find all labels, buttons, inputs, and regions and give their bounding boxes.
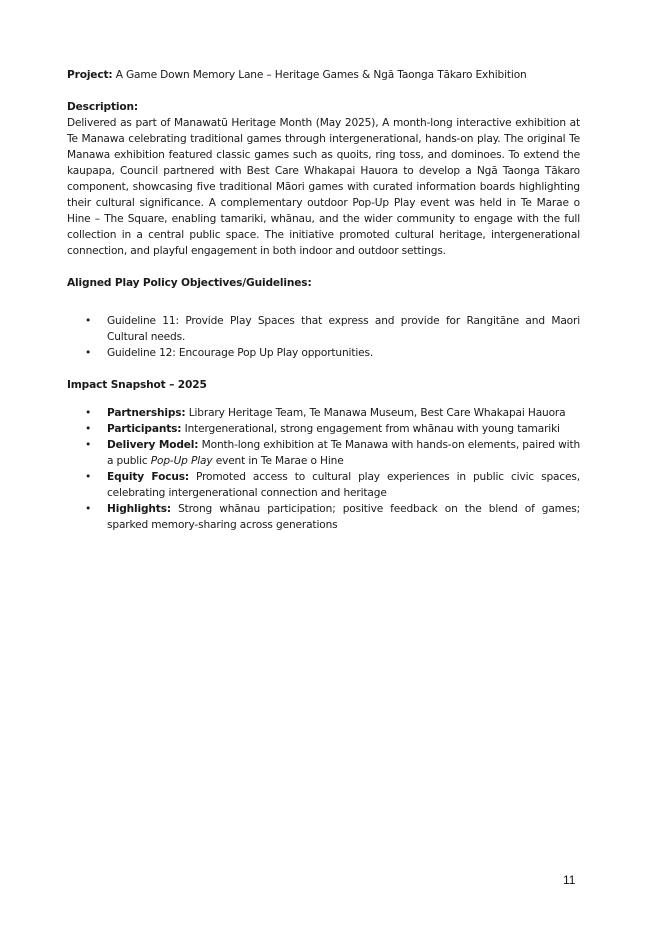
impact-list (67, 405, 580, 533)
impact-text: Strong whānau participation; positive feedback on the blend of games; sparked memory-sharing across generations (107, 503, 580, 531)
impact-text: event in Te Marae o Hine (215, 455, 344, 467)
document-page (67, 67, 580, 533)
impact-label: Delivery Model: (107, 439, 199, 451)
project-label: Project: (67, 69, 113, 81)
bullet-icon: • (85, 471, 92, 483)
list-item (67, 437, 580, 469)
guidelines-list (67, 313, 580, 361)
impact-text: Library Heritage Team, Te Manawa Museum, Best Care Whakapai Hauora (188, 407, 566, 419)
impact-label: Equity Focus: (107, 471, 189, 483)
list-item (67, 501, 580, 533)
impact-heading: Impact Snapshot – 2025 (67, 379, 207, 391)
impact-label: Participants: (107, 423, 182, 435)
bullet-icon: • (85, 315, 92, 327)
list-item (67, 345, 580, 361)
impact-text: Promoted access to cultural play experiences in public civic spaces, celebrating intergenerational connection and heritage (107, 471, 580, 499)
list-item (67, 405, 580, 421)
guideline-text: Guideline 12: Encourage Pop Up Play opportunities. (107, 347, 374, 359)
project-title: A Game Down Memory Lane – Heritage Games & Ngā Taonga Tākaro Exhibition (115, 69, 527, 81)
impact-label: Partnerships: (107, 407, 186, 419)
description-heading: Description: (67, 101, 138, 113)
impact-text-italic: Pop-Up Play (150, 455, 213, 467)
impact-section (67, 377, 580, 533)
bullet-icon: • (85, 407, 92, 419)
bullet-icon: • (85, 347, 92, 359)
description-section (67, 99, 580, 259)
page-number: 11 (563, 873, 576, 887)
description-text: Delivered as part of Manawatū Heritage Month (May 2025), A month-long interactive exhibition at Te Manawa celebrating traditional games through intergenerational, hands-on play. The original Te Manawa exhibition featured classic games such as quoits, ring toss, and dominoes. To extend the kaupapa, Council partnered with Best Care Whakapai Hauora to develop a Ngā Taonga Tākaro component, showcasing five traditional Māori games with curated information boards highlighting their cultural significance. A complementary outdoor Pop-Up Play event was held in Te Marae o Hine – The Square, enabling tamariki, whānau, and the wider community to engage with the full collection in a central public space. The initiative promoted cultural heritage, intergenerational connection, and playful engagement in both indoor and outdoor settings. (67, 117, 580, 257)
impact-label: Highlights: (107, 503, 171, 515)
impact-text: Intergenerational, strong engagement from whānau with young tamariki (184, 423, 560, 435)
guidelines-section (67, 275, 580, 361)
project-line (67, 67, 580, 83)
list-item (67, 469, 580, 501)
list-item (67, 313, 580, 345)
list-item (67, 421, 580, 437)
bullet-icon: • (85, 423, 92, 435)
guidelines-heading: Aligned Play Policy Objectives/Guidelines: (67, 277, 312, 289)
bullet-icon: • (85, 503, 92, 515)
impact-text: Month-long exhibition at Te Manawa with hands-on elements, paired with a public (107, 439, 581, 467)
bullet-icon: • (85, 439, 92, 451)
guideline-text: Guideline 11: Provide Play Spaces that express and provide for Rangitāne and Maori Cultural needs. (107, 315, 580, 343)
